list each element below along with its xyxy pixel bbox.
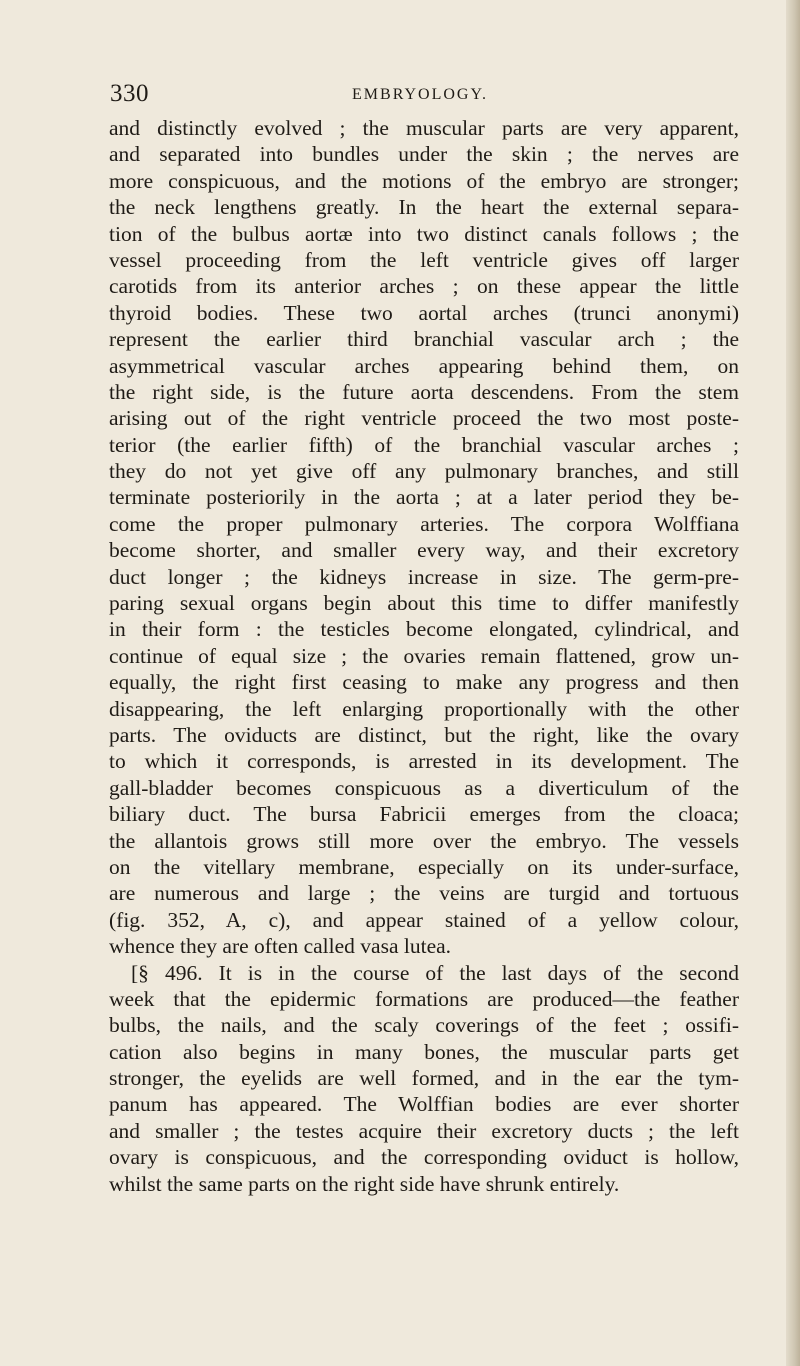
text-line: they do not yet give off any pulmonary branches, and still	[109, 459, 739, 484]
text-line: are numerous and large ; the veins are turgid and tortuous	[109, 881, 739, 906]
text-line: whilst the same parts on the right side have shrunk entirely.	[109, 1171, 620, 1196]
text-line: asymmetrical vascular arches appearing behind them, on	[109, 353, 739, 378]
text-line: tion of the bulbus aortæ into two distinct canals follows ; the	[109, 221, 739, 246]
text-line: and distinctly evolved ; the muscular parts are very apparent,	[109, 116, 739, 140]
text-line: week that the epidermic formations are produced—the feather	[109, 986, 739, 1011]
text-line: equally, the right first ceasing to make any progress and then	[109, 670, 739, 695]
text-line: carotids from its anterior arches ; on these appear the little	[109, 274, 739, 299]
text-line: disappearing, the left enlarging proportionally with the other	[109, 696, 739, 721]
text-line: thyroid bodies. These two aortal arches (trunci anonymi)	[109, 300, 739, 325]
page-header	[110, 80, 730, 110]
page-number: 330	[110, 80, 149, 107]
body-text	[109, 115, 739, 1197]
text-line: [§ 496. It is in the course of the last days of the second	[131, 960, 739, 985]
text-line: continue of equal size ; the ovaries remain flattened, grow un-	[109, 643, 739, 668]
text-line: (fig. 352, A, c), and appear stained of a yellow colour,	[109, 907, 739, 932]
text-line: panum has appeared. The Wolffian bodies are ever shorter	[109, 1092, 739, 1117]
text-line: more conspicuous, and the motions of the embryo are stronger;	[109, 168, 739, 193]
text-line: biliary duct. The bursa Fabricii emerges from the cloaca;	[109, 802, 739, 827]
text-line: arising out of the right ventricle proceed the two most poste-	[109, 406, 739, 431]
text-line: cation also begins in many bones, the muscular parts get	[109, 1039, 739, 1064]
text-line: and smaller ; the testes acquire their excretory ducts ; the left	[109, 1118, 739, 1143]
text-line: gall-bladder becomes conspicuous as a diverticulum of the	[109, 775, 739, 800]
text-line: bulbs, the nails, and the scaly coverings of the feet ; ossifi-	[109, 1013, 739, 1038]
text-line: and separated into bundles under the skin ; the nerves are	[109, 142, 739, 167]
text-line: on the vitellary membrane, especially on its under-surface,	[109, 854, 739, 879]
text-line: the right side, is the future aorta descendens. From the stem	[109, 379, 739, 404]
text-line: become shorter, and smaller every way, and their excretory	[109, 538, 739, 563]
text-line: paring sexual organs begin about this time to differ manifestly	[109, 591, 739, 616]
running-head: EMBRYOLOGY.	[352, 86, 488, 103]
text-line: represent the earlier third branchial vascular arch ; the	[109, 327, 739, 352]
text-line: stronger, the eyelids are well formed, and in the ear the tym-	[109, 1066, 739, 1091]
text-line: terior (the earlier fifth) of the branchial vascular arches ;	[109, 432, 739, 457]
text-line: ovary is conspicuous, and the corresponding oviduct is hollow,	[109, 1145, 739, 1170]
text-line: the neck lengthens greatly. In the heart the external separa-	[109, 195, 739, 220]
text-line: terminate posteriorily in the aorta ; at a later period they be-	[109, 485, 739, 510]
text-line: come the proper pulmonary arteries. The corpora Wolffiana	[109, 511, 739, 536]
text-line: the allantois grows still more over the embryo. The vessels	[109, 828, 739, 853]
text-line: in their form : the testicles become elongated, cylindrical, and	[109, 617, 739, 642]
text-line: whence they are often called vasa lutea.	[109, 934, 452, 959]
text-line: duct longer ; the kidneys increase in size. The germ-pre-	[109, 564, 739, 589]
text-line: parts. The oviducts are distinct, but the right, like the ovary	[109, 722, 739, 747]
text-line: to which it corresponds, is arrested in its development. The	[109, 749, 739, 774]
page-edge-shadow	[786, 0, 800, 1366]
text-line: vessel proceeding from the left ventricle gives off larger	[109, 247, 739, 272]
